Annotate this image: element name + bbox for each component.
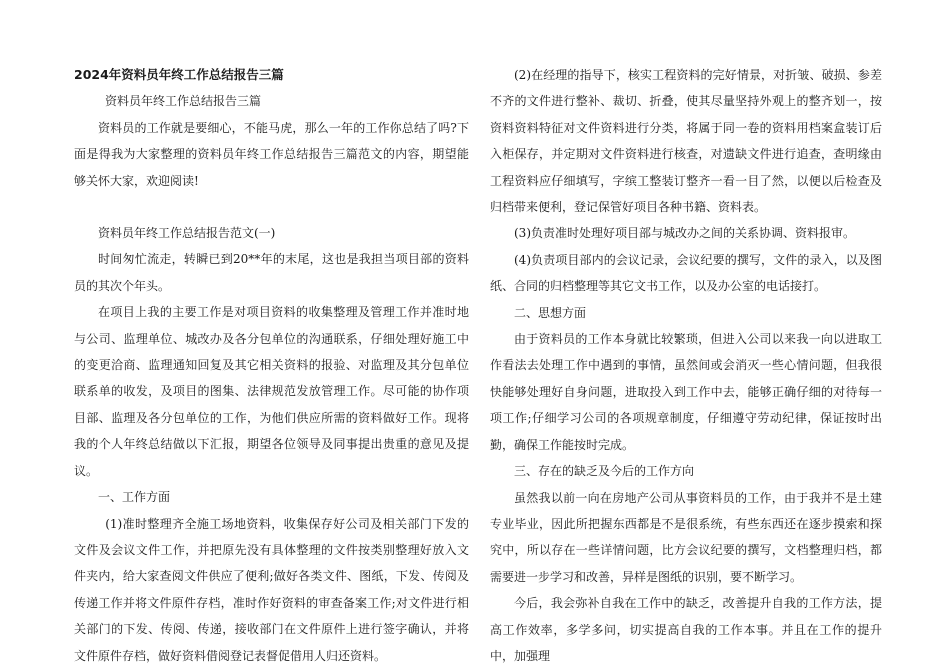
work-item-4: (4)负责项目部内的会议记录，会议纪要的撰写，文件的录入，以及图纸、合同的归档整理等其它文书工作，以及办公室的电话接打。 (490, 252, 882, 294)
work-item-3: (3)负责准时处理好项目部与城改办之间的关系协调、资料报审。 (514, 226, 856, 241)
left-column (74, 62, 469, 669)
paragraph-gap (74, 194, 469, 220)
shortcoming-paragraph: 虽然我以前一向在房地产公司从事资料员的工作，由于我并不是土建专业毕业，因此所把握东西都是不是很系统，有些东西还在逐步摸索和探究中，所以存在一些详情问题，比方会议纪要的撰写，文档整理归档，都需要进一步学习和改善，异样是图纸的识别，要不断学习。 (490, 490, 882, 584)
paragraph-time: 时间匆忙流走，转瞬已到20**年的末尾，这也是我担当项目部的资料员的其次个年头。 (74, 252, 469, 293)
heading-thought: 二、思想方面 (514, 305, 587, 320)
intro-paragraph: 资料员的工作就是要细心，不能马虎，那么一年的工作你总结了吗?下面是得我为大家整理的资料员年终工作总结报告三篇范文的内容，期望能够关怀大家，欢迎阅读! (74, 120, 469, 188)
work-item-2: (2)在经理的指导下，核实工程资料的完好情景，对折皱、破损、参差不齐的文件进行整补、裁切、折叠，使其尽量坚持外观上的整齐划一，按资料资料特征对文件资料进行分类，将属于同一卷的资料用档案盒装订后入柜保存，并定期对文件资料进行核查，对遗缺文件进行追查，查明缘由工程资料应仔细填写，字缤工整装订整齐一看一目了然，以便以后检查及归档带来便利，登记保管好项目各种书籍、资料表。 (490, 68, 882, 215)
document-title: 2024年资料员年终工作总结报告三篇 (74, 67, 284, 82)
heading-work: 一、工作方面 (98, 490, 171, 505)
thought-paragraph: 由于资料员的工作本身就比较繁琐，但进入公司以来我一向以进取工作看法去处理工作中遇到的事情，虽然间或会消灭一些心情问题，但我很快能够处理好自身问题，进取投入到工作中去，能够正确仔细的对待每一项工作;仔细学习公司的各项规章制度，仔细遵守劳动纪律，保证按时出勤，确保工作能按时完成。 (490, 332, 882, 452)
right-column (490, 62, 882, 669)
document-subtitle: 资料员年终工作总结报告三篇 (105, 94, 262, 109)
paragraph-main-work: 在项目上我的主要工作是对项目资料的收集整理及管理工作并准时地与公司、监理单位、城改办及各分包单位的沟通联系，仔细处理好施工中的变更洽商、监理通知回复及其它相关资料的报验、对监理及其分包单位联系单的收发，及项目的图集、法律规范发放管理工作。尽可能的协作项目部、监理及各分包单位的工作，为他们供应所需的资料做好工作。现将我的个人年终总结做以下汇报，期望各位领导及同事提出贵重的意见及提议。 (74, 305, 469, 478)
future-paragraph: 今后，我会弥补自我在工作中的缺乏，改善提升自我的工作方法，提高工作效率，多学多问，切实提高自我的工作本事。并且在工作的提升中，加强理 (490, 596, 882, 663)
work-item-1: (1)准时整理齐全施工场地资料，收集保存好公司及相关部门下发的文件及会议文件工作，并把原先没有具体整理的文件按类别整理好放入文件夹内，给大家查阅文件供应了便利;做好各类文件、图纸，下发、传阅及传递工作并将文件原件存档，准时作好资料的审查备案工作;对文件进行相关部门的下发、传阅、传递，接收部门在文件原件上进行签字确认，并将文件原件存档，做好资料借阅登记表督促借用人归还资料。 (74, 516, 469, 663)
heading-shortcoming: 三、存在的缺乏及今后的工作方向 (514, 464, 695, 479)
section-heading: 资料员年终工作总结报告范文(一) (98, 226, 276, 241)
